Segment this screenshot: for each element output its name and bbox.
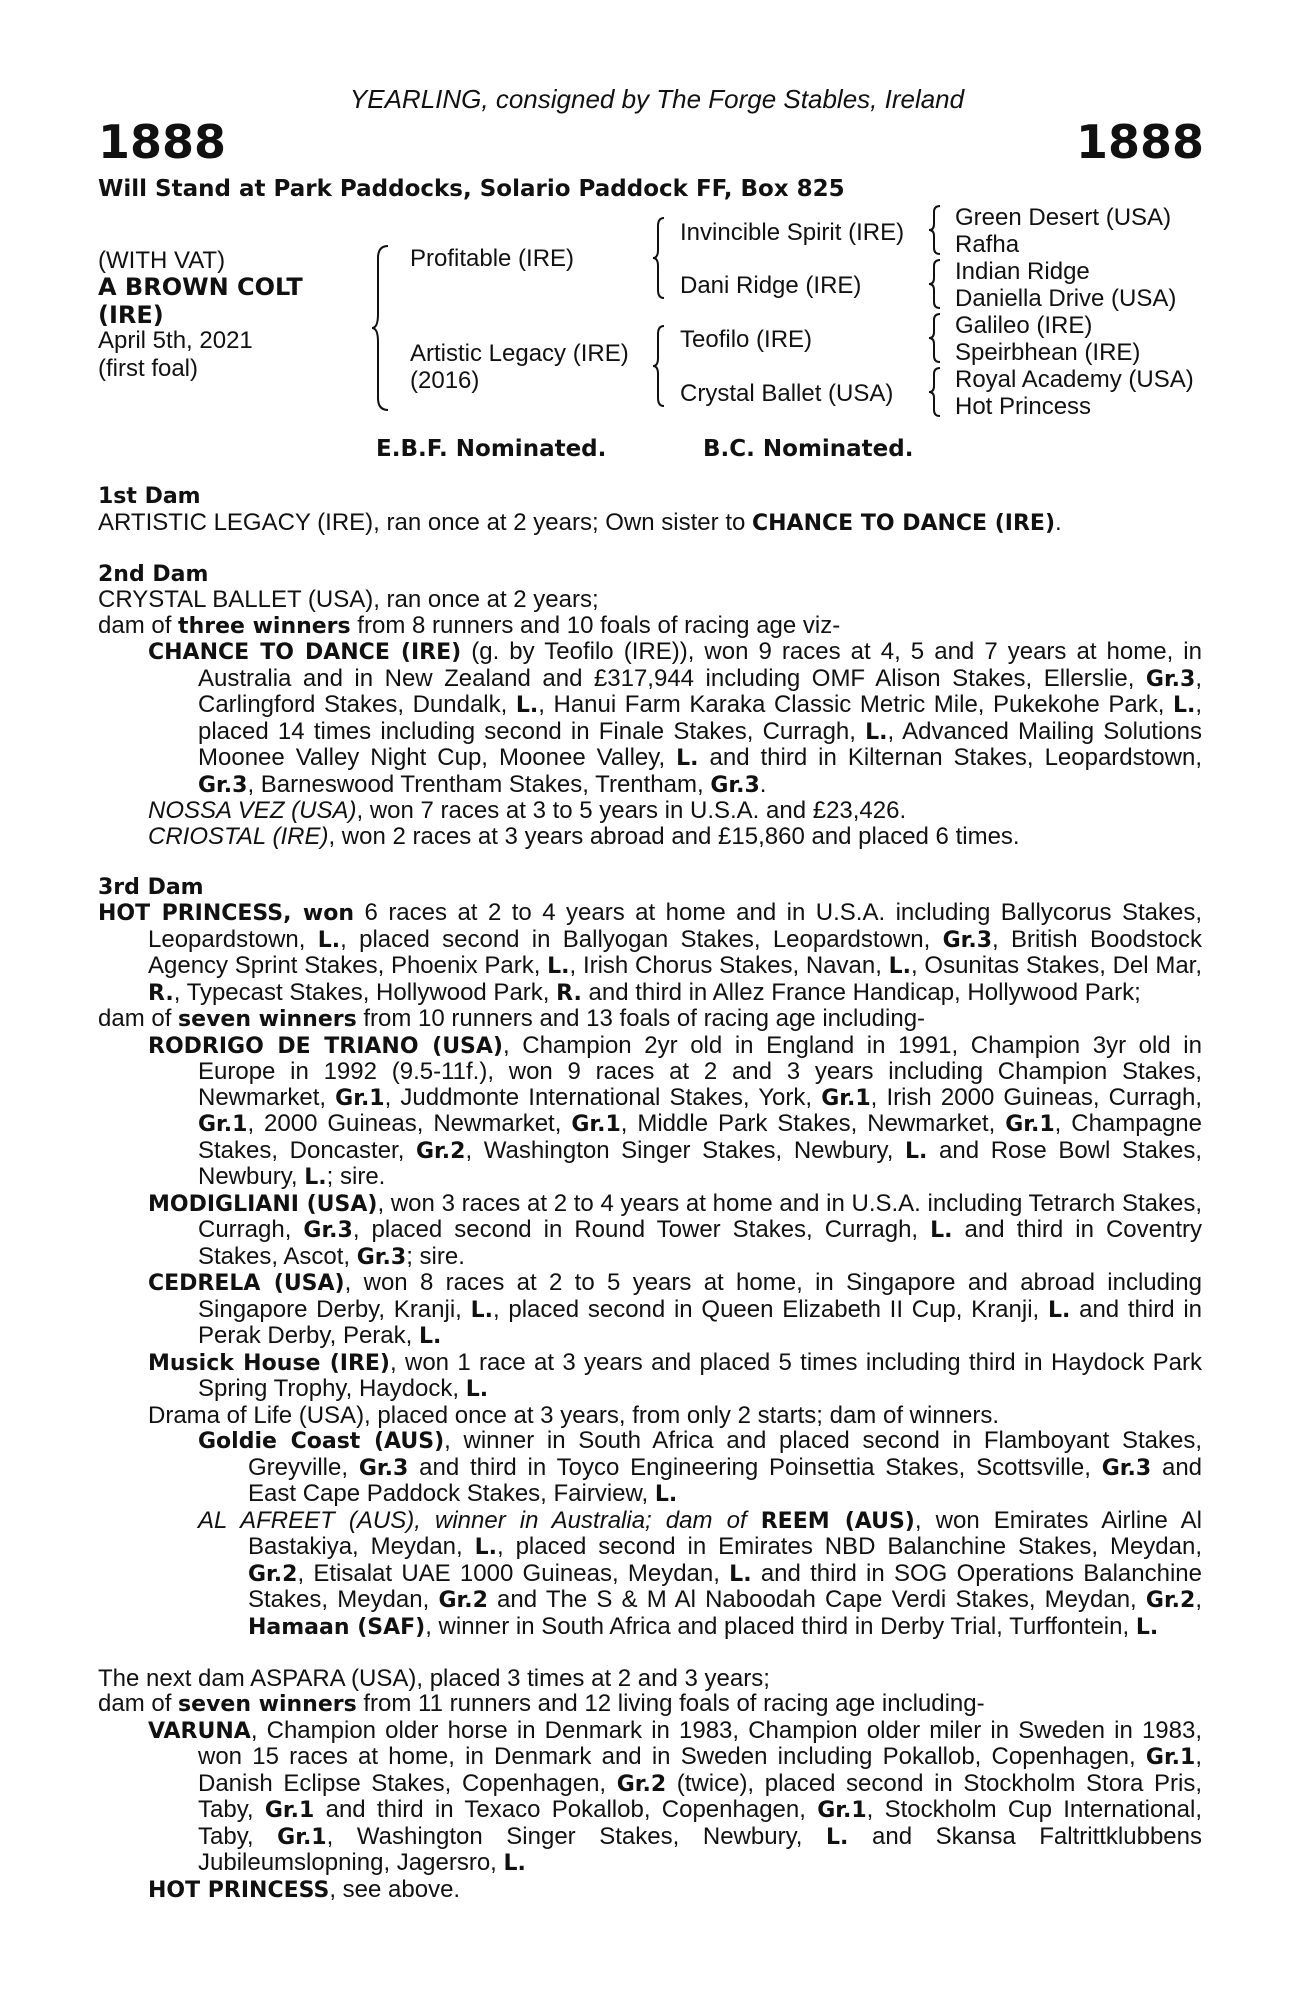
text-segment: Gr.1 [817,1798,867,1823]
pedigree-ggp-1: Green Desert (USA) [955,204,1172,231]
text-segment: and third in Perak Derby, Perak, [198,1295,1202,1349]
pedigree-body [98,484,1202,1903]
text-segment: Gr.1 [571,1112,621,1137]
text-segment: and third in Allez France Handicap, Hollywood Park; [581,978,1141,1006]
pedigree-brace-sire [652,216,666,300]
next-dam-line1: The next dam ASPARA (USA), placed 3 times at 2 and 3 years; [98,1664,770,1692]
text-segment: , [1195,1586,1202,1613]
progeny-entry [98,824,1202,850]
text-segment: , won 8 races at 2 to 5 years at home, in Singapore and abroad including Singapore Derby, Kranji, [198,1269,1203,1323]
text-segment: Musick House (IRE) [148,1350,390,1376]
progeny-entry [98,1877,1202,1904]
text-segment: , won 1 race at 3 years and placed 5 times including third in Haydock Park Spring Trophy, Haydock, [198,1348,1203,1402]
progeny-entry [98,1403,1202,1429]
pedigree-brace-main [372,244,392,412]
text-segment: Gr.3 [710,772,760,798]
text-segment: , Stockholm Cup International, Taby, [198,1796,1202,1850]
pedigree-dam-year: (2016) [410,367,480,394]
text-segment: L. [888,954,912,979]
first-dam-text-end: . [1055,508,1062,536]
text-segment: , Hanui Farm Karaka Classic Metric Mile, Pukekohe Park, [538,691,1173,718]
pedigree-dam: Artistic Legacy (IRE) [410,340,629,367]
foal-note: (first foal) [98,355,199,382]
text-segment: Gr.1 [1005,1112,1055,1137]
text-segment: L. [654,1482,678,1507]
second-dam-progeny [98,639,1202,849]
text-segment: , won 3 races at 2 to 4 years at home and in U.S.A. including Tetrarch Stakes, Curragh, [198,1189,1202,1243]
text-segment: from 11 runners and 12 living foals of racing age including- [356,1690,985,1717]
pedigree-brace-ggp-4 [928,366,942,418]
text-segment: , winner in Australia; dam of [414,1506,761,1534]
first-dam-text-bold: CHANCE TO DANCE (IRE) [752,510,1055,536]
text-segment: CEDRELA (USA) [148,1271,345,1296]
text-segment: Gr.2 [438,1588,488,1613]
text-segment: L. [304,1165,327,1190]
pedigree-ggp-3: Indian Ridge [955,258,1090,285]
text-segment: L. [1047,1297,1071,1323]
next-dam-progeny [98,1718,1202,1904]
first-dam-heading: 1st Dam [98,484,201,509]
text-segment: L. [930,1218,953,1243]
progeny-entry [98,1191,1202,1271]
text-segment: Gr.1 [198,1112,248,1137]
progeny-entry [98,1428,1202,1508]
text-segment: , Irish Chorus Stakes, Navan, [569,952,889,979]
text-segment: , won Emirates Airline Al Bastakiya, Meydan, [248,1506,1203,1560]
text-segment: , Washington Singer Stakes, Newbury, [326,1822,827,1850]
text-segment: , placed second in Round Tower Stakes, Curragh, [352,1216,931,1243]
text-segment: , 2000 Guineas, Newmarket, [247,1110,572,1137]
text-segment: L. [474,1535,497,1560]
text-segment: L. [865,719,888,745]
text-segment: , Champion older horse in Denmark in 1983, Champion older miler in Sweden in 1983, won 15 races at home, in Denmark and in Sweden including Pokallob, Copenhagen, [198,1716,1202,1770]
text-segment: Gr.2 [416,1138,466,1164]
progeny-entry [98,639,1202,798]
text-segment: ; sire. [326,1163,386,1190]
text-segment: . [759,770,767,798]
pedigree-ggp-4: Daniella Drive (USA) [955,285,1177,312]
text-segment: Gr.1 [821,1085,871,1111]
text-segment: , Advanced Mailing Solutions Moonee Valley Night Cup, Moonee Valley, [198,717,1203,771]
pedigree-ggp-6: Speirbhean (IRE) [955,339,1141,366]
text-segment: dam of [98,1690,179,1717]
text-segment: (twice), placed second in Stockholm Stora Pris, Taby, [198,1769,1202,1823]
text-segment: , winner in South Africa and placed third in Derby Trial, Turffontein, [425,1612,1136,1640]
pedigree-brace-ggp-1 [928,204,942,256]
pedigree-brace-dam [652,324,666,408]
text-segment: AL AFREET (AUS) [198,1506,415,1534]
text-segment: L. [729,1561,752,1587]
progeny-entry [98,1350,1202,1403]
progeny-entry [98,1508,1202,1641]
text-segment: Gr.3 [358,1455,409,1481]
progeny-entry [98,798,1202,824]
third-dam-dam-of [98,1006,1202,1033]
text-segment: L. [676,746,699,771]
text-segment: L. [826,1824,849,1850]
pedigree-dam-sire: Teofilo (IRE) [680,326,813,353]
text-segment: , placed second in Emirates NBD Balanchine Stakes, Meydan, [497,1533,1202,1560]
text-segment: and third in Kilternan Stakes, Leopardstown, [698,744,1203,771]
text-segment: from 10 runners and 13 foals of racing age including- [356,1005,926,1032]
text-segment: REEM (AUS) [760,1508,915,1534]
text-segment: , Danish Eclipse Stakes, Copenhagen, [198,1743,1202,1797]
text-segment: L. [465,1377,489,1402]
pedigree-ggp-8: Hot Princess [955,393,1092,420]
text-segment: Drama of Life (USA), placed once at 3 years, from only 2 starts; dam of winners. [148,1401,1000,1429]
text-segment: R. [556,980,582,1006]
text-segment: MODIGLIANI (USA) [148,1191,378,1217]
first-dam-text-plain: ARTISTIC LEGACY (IRE), ran once at 2 years; Own sister to [98,508,752,536]
text-segment: Goldie Coast (AUS) [198,1429,445,1454]
text-segment: L. [470,1297,493,1323]
text-segment: , Osunitas Stakes, Del Mar, [911,952,1203,979]
text-segment: , Typecast Stakes, Hollywood Park, [173,978,557,1006]
text-segment: Gr.2 [616,1771,667,1797]
text-segment: Gr.3 [1101,1455,1152,1481]
text-segment: and third in Toyco Engineering Poinsettia Stakes, Scottsville, [408,1453,1102,1481]
text-segment: L. [515,693,539,718]
text-segment: Gr.3 [198,772,248,798]
text-segment: , won [283,901,355,926]
text-segment: , winner in South Africa and placed second in Flamboyant Stakes, Greyville, [248,1427,1202,1481]
text-segment: , Irish 2000 Guineas, Curragh, [870,1083,1203,1111]
ebf-nomination: E.B.F. Nominated. [376,436,607,462]
text-segment: L. [1135,1614,1159,1640]
text-segment: Hamaan (SAF) [248,1614,426,1640]
pedigree-sire-sire: Invincible Spirit (IRE) [680,219,905,246]
horse-description-line2: (IRE) [98,301,164,329]
second-dam-line2-a: dam of [98,611,179,639]
text-segment: and East Cape Paddock Stakes, Fairview, [248,1453,1203,1507]
third-dam-intro [98,900,1202,1006]
first-dam-text [98,510,1202,537]
text-segment: NOSSA VEZ (USA) [148,797,357,824]
third-dam-heading: 3rd Dam [98,874,204,900]
text-segment: , Champion 2yr old in England in 1991, Champion 3yr old in Europe in 1992 (9.5-11f.), won 9 races at 2 and 3 years including Champion Stakes, Newmarket, [198,1031,1202,1111]
progeny-entry [98,1270,1202,1350]
third-dam-progeny [98,1033,1202,1641]
pedigree-sire: Profitable (IRE) [410,245,575,272]
vat-note: (WITH VAT) [98,247,226,274]
text-segment: , British Boodstock Agency Sprint Stakes, Phoenix Park, [148,925,1203,979]
text-segment: Gr.3 [942,927,993,953]
text-segment: , placed second in Queen Elizabeth II Cup, Kranji, [492,1295,1048,1323]
text-segment: , placed second in Ballyogan Stakes, Leopardstown, [340,925,943,953]
text-segment: RODRIGO DE TRIANO (USA) [148,1033,503,1059]
pedigree-ggp-5: Galileo (IRE) [955,312,1093,339]
text-segment: Gr.2 [1145,1588,1196,1613]
stand-info: Will Stand at Park Paddocks, Solario Paddock FF, Box 825 [98,176,845,202]
text-segment: , Middle Park Stakes, Newmarket, [620,1110,1006,1137]
pedigree-ggp-7: Royal Academy (USA) [955,366,1194,393]
text-segment: and third in SOG Operations Balanchine Stakes, Meydan, [248,1559,1202,1613]
consignment-line: YEARLING, consigned by The Forge Stables, Ireland [349,84,965,114]
text-segment: 6 races at 2 to 4 years at home and in U.S.A. including Ballycorus Stakes, Leopardstown, [148,899,1203,953]
text-segment: Gr.1 [264,1798,315,1823]
second-dam-line2-b: three winners [178,613,351,639]
text-segment: , Champagne Stakes, Doncaster, [198,1110,1202,1164]
text-segment: , placed 14 times including second in Finale Stakes, Curragh, [198,691,1203,745]
text-segment: and The S & M Al Naboodah Cape Verdi Stakes, Meydan, [487,1586,1146,1613]
text-segment: L. [547,954,570,979]
text-segment: and Rose Bowl Stakes, Newbury, [198,1136,1203,1190]
text-segment: , Etisalat UAE 1000 Guineas, Meydan, [297,1559,730,1587]
progeny-entry [98,1718,1202,1877]
second-dam-heading: 2nd Dam [98,561,209,587]
lot-number-left: 1888 [98,115,227,169]
text-segment: , Carlingford Stakes, Dundalk, [198,664,1202,718]
text-segment: seven winners [178,1692,357,1717]
text-segment: CHANCE TO DANCE (IRE) [148,640,462,665]
text-segment: , Washington Singer Stakes, Newbury, [465,1136,906,1164]
second-dam-line2 [98,613,1202,640]
text-segment: L. [418,1324,442,1349]
text-segment: , Juddmonte International Stakes, York, [384,1083,822,1111]
text-segment: L. [503,1851,526,1876]
text-segment: VARUNA [148,1718,251,1744]
text-segment: Gr.3 [356,1244,407,1270]
horse-description-line1: A BROWN COLT [98,273,303,301]
text-segment: Gr.2 [248,1561,298,1587]
text-segment: and Skansa Faltrittklubbens Jubileumslopning, Jagersro, [198,1822,1202,1876]
text-segment: , won 7 races at 3 to 5 years in U.S.A. and £23,426. [356,797,907,824]
text-segment: seven winners [178,1007,357,1032]
horse-description [98,273,303,329]
pedigree-sire-dam: Dani Ridge (IRE) [680,272,862,299]
text-segment: Gr.1 [335,1085,385,1111]
text-segment: HOT PRINCESS [148,1877,330,1903]
next-dam-dam-of [98,1691,1202,1718]
text-segment: and third in Coventry Stakes, Ascot, [198,1216,1202,1270]
text-segment: (g. by Teofilo (IRE)), won 9 races at 4, 5 and 7 years at home, in Australia and in New Zealand and £317,944 including OMF Alison Stakes, Ellerslie, [198,638,1202,692]
lot-number-right: 1888 [1075,115,1204,169]
pedigree-ggp-2: Rafha [955,231,1020,258]
text-segment: HOT PRINCESS [98,901,284,926]
text-segment: , won 2 races at 3 years abroad and £15,860 and placed 6 times. [328,822,1020,850]
second-dam-line2-c: from 8 runners and 10 foals of racing age viz- [350,611,841,639]
text-segment: R. [148,980,174,1006]
text-segment: , Barneswood Trentham Stakes, Trentham, [247,770,711,798]
text-segment: dam of [98,1005,179,1032]
text-segment: Gr.1 [1145,1745,1196,1770]
text-segment: L. [1172,693,1196,718]
text-segment: Gr.1 [277,1824,327,1850]
pedigree-brace-ggp-3 [928,312,942,364]
text-segment: CRIOSTAL (IRE) [148,822,329,850]
pedigree-dam-dam: Crystal Ballet (USA) [680,380,894,407]
pedigree-brace-ggp-2 [928,258,942,310]
progeny-entry [98,1033,1202,1191]
text-segment: and third in Texaco Pokallob, Copenhagen, [314,1796,818,1823]
text-segment: ; sire. [406,1242,465,1270]
text-segment: Gr.3 [303,1218,353,1243]
text-segment: L. [317,927,341,953]
foaling-date: April 5th, 2021 [98,327,253,354]
text-segment: , see above. [329,1875,461,1903]
bc-nomination: B.C. Nominated. [703,436,914,462]
text-segment: Gr.3 [1145,666,1196,692]
text-segment: L. [905,1138,928,1164]
second-dam-line1: CRYSTAL BALLET (USA), ran once at 2 years; [98,586,599,613]
